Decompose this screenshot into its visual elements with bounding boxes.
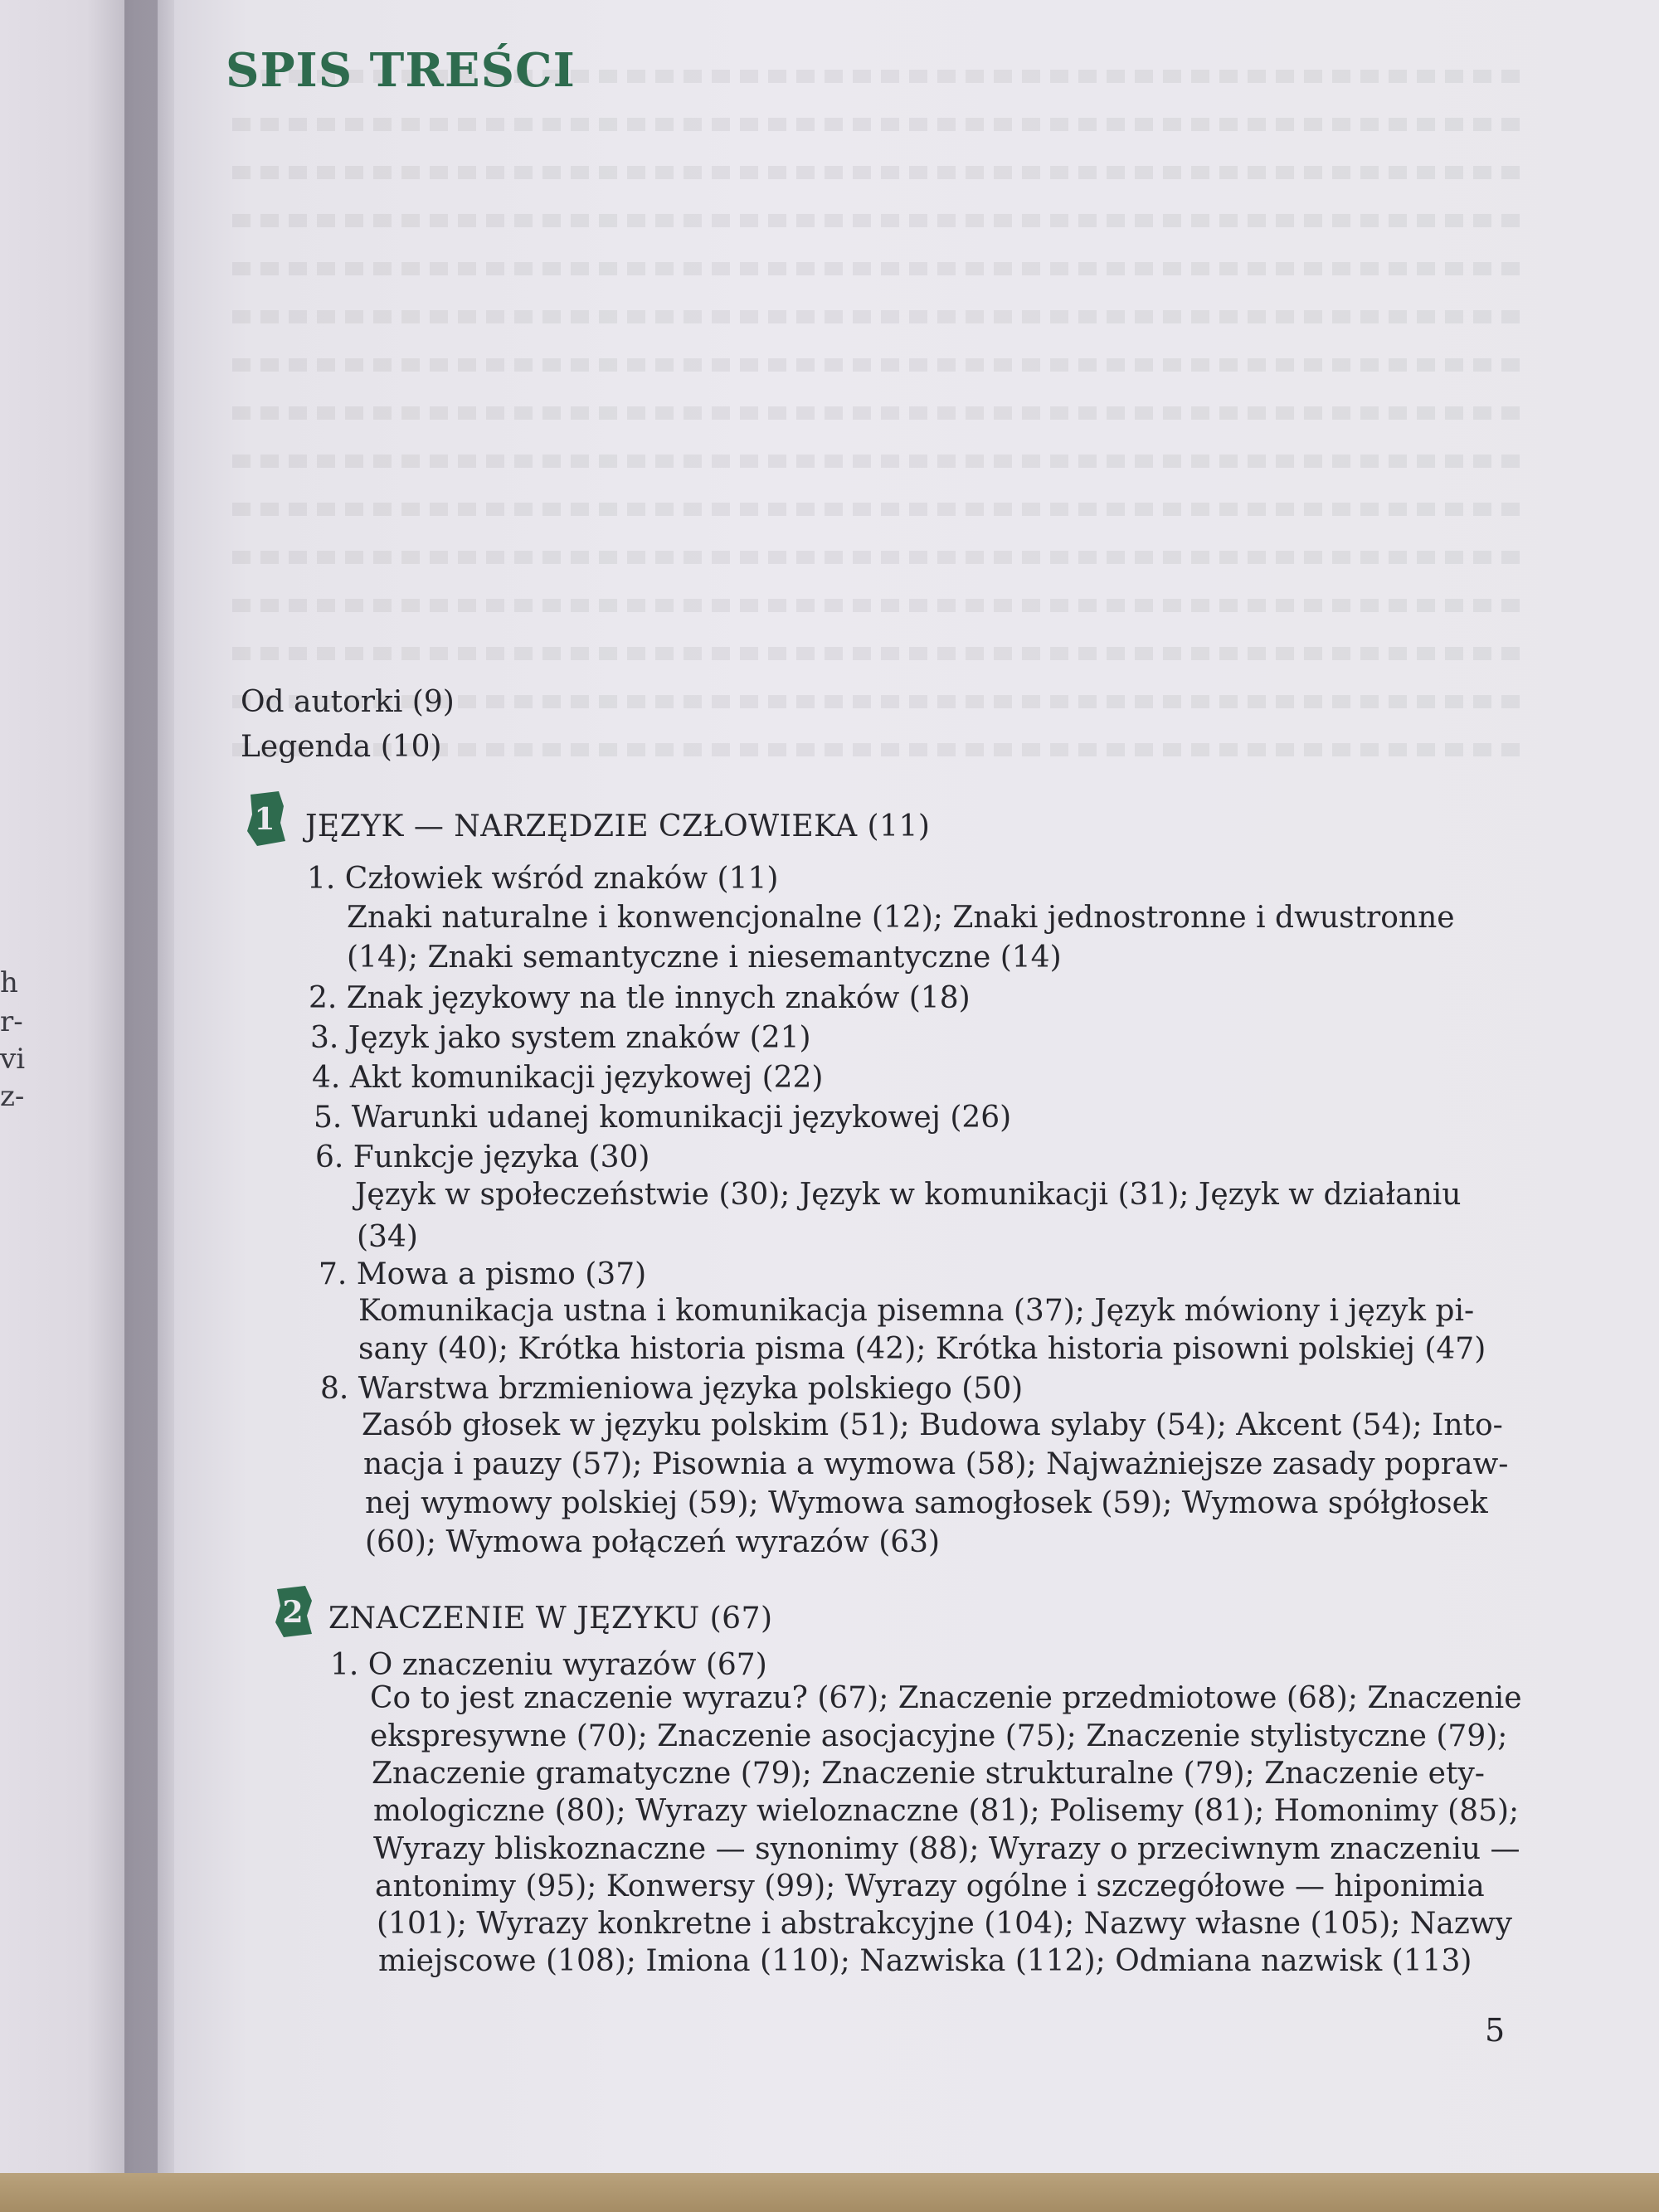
toc-subsections: sany (40); Krótka historia pisma (42); Krótka historia pisowni polskiej (47) <box>358 1332 1486 1366</box>
toc-subsections: (34) <box>357 1220 418 1254</box>
page-number: 5 <box>1485 2012 1506 2049</box>
left-page-fragment: z- <box>0 1080 25 1113</box>
toc-subsections: nej wymowy polskiej (59); Wymowa samogłosek (59); Wymowa spółgłosek <box>365 1486 1488 1520</box>
toc-section: 5. Warunki udanej komunikacji językowej (26) <box>314 1101 1012 1135</box>
toc-section: 1. Człowiek wśród znaków (11) <box>307 862 779 896</box>
toc-subsections: Wyrazy bliskoznaczne — synonimy (88); Wyrazy o przeciwnym znaczeniu — <box>373 1832 1520 1866</box>
toc-section: 3. Język jako system znaków (21) <box>310 1021 811 1055</box>
toc-subsections: (60); Wymowa połączeń wyrazów (63) <box>365 1525 941 1559</box>
toc-section: 4. Akt komunikacji językowej (22) <box>312 1061 824 1095</box>
toc-subsections: Komunikacja ustna i komunikacja pisemna (37); Język mówiony i język pi- <box>358 1294 1475 1328</box>
chapter-1-title: JĘZYK — NARZĘDZIE CZŁOWIEKA (11) <box>305 809 931 843</box>
toc-subsections: ekspresywne (70); Znaczenie asocjacyjne (75); Znaczenie stylistyczne (79); <box>370 1719 1508 1753</box>
toc-subsections: mologiczne (80); Wyrazy wieloznaczne (81); Polisemy (81); Homonimy (85); <box>373 1794 1520 1828</box>
toc-subsections: Co to jest znaczenie wyrazu? (67); Znaczenie przedmiotowe (68); Znaczenie <box>370 1681 1522 1715</box>
page-title: SPIS TREŚCI <box>226 43 576 98</box>
toc-subsections: Znaki naturalne i konwencjonalne (12); Znaki jednostronne i dwustronne <box>347 901 1455 935</box>
left-page-fragment: vi <box>0 1043 26 1076</box>
toc-entry: Od autorki (9) <box>241 685 455 719</box>
chapter-1-badge-icon <box>242 790 287 848</box>
toc-subsections: Język w społeczeństwie (30); Język w komunikacji (31); Język w działaniu <box>355 1178 1462 1212</box>
toc-subsections: miejscowe (108); Imiona (110); Nazwiska (112); Odmiana nazwisk (113) <box>378 1944 1472 1978</box>
toc-entry: Legenda (10) <box>241 730 442 764</box>
chapter-2-title: ZNACZENIE W JĘZYKU (67) <box>328 1602 773 1636</box>
toc-subsections: Znaczenie gramatyczne (79); Znaczenie strukturalne (79); Znaczenie ety- <box>372 1757 1485 1791</box>
show-through-text <box>232 50 1526 796</box>
chapter-2-badge-icon <box>270 1582 315 1641</box>
table-surface <box>0 2173 1659 2212</box>
chapter-2-number: 2 <box>282 1595 304 1630</box>
toc-section: 2. Znak językowy na tle innych znaków (18) <box>309 981 971 1015</box>
toc-subsections: nacja i pauzy (57); Pisownia a wymowa (58); Najważniejsze zasady popraw- <box>363 1447 1509 1481</box>
chapter-1-number: 1 <box>254 802 275 837</box>
toc-section: 1. O znaczeniu wyrazów (67) <box>330 1648 767 1682</box>
toc-section: 7. Mowa a pismo (37) <box>319 1257 647 1291</box>
book-spine-shadow <box>124 0 174 2212</box>
left-page-fragment: r- <box>0 1005 23 1038</box>
toc-subsections: antonimy (95); Konwersy (99); Wyrazy ogólne i szczegółowe — hiponimia <box>375 1869 1485 1903</box>
toc-section: 8. Warstwa brzmieniowa języka polskiego (50) <box>320 1372 1024 1406</box>
toc-section: 6. Funkcje języka (30) <box>315 1140 650 1174</box>
toc-subsections: (101); Wyrazy konkretne i abstrakcyjne (104); Nazwy własne (105); Nazwy <box>377 1907 1512 1941</box>
left-page-fragment: h <box>0 966 18 999</box>
toc-subsections: Zasób głosek w języku polskim (51); Budowa sylaby (54); Akcent (54); Into- <box>362 1408 1503 1442</box>
toc-subsections: (14); Znaki semantyczne i niesemantyczne (14) <box>347 941 1062 975</box>
